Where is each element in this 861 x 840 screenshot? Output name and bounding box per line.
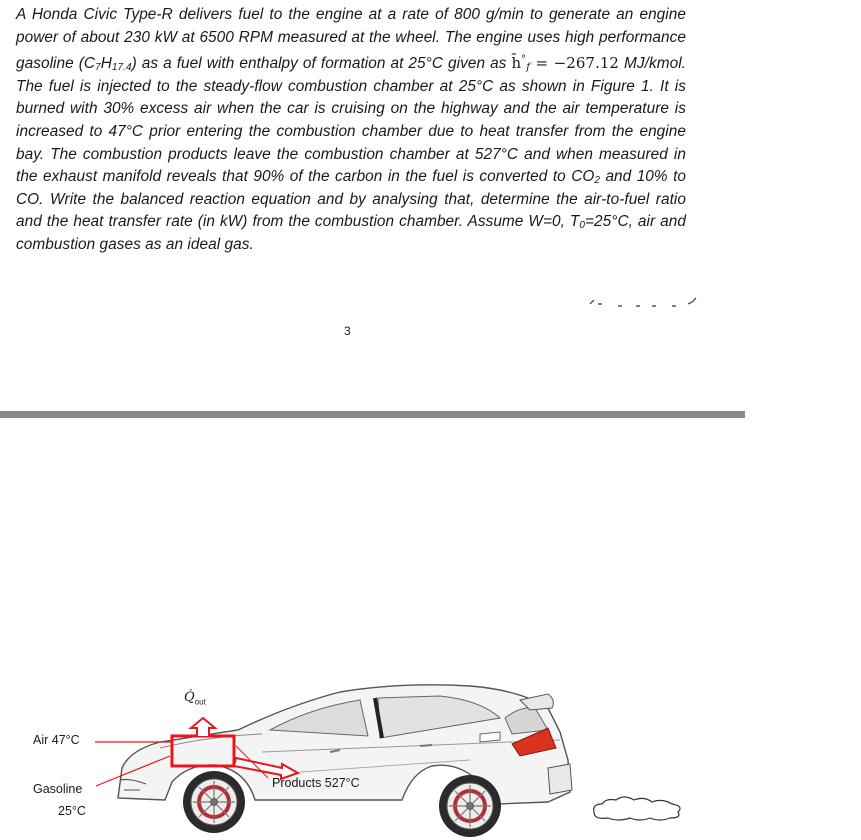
car-illustration	[0, 660, 861, 840]
page-separator	[0, 411, 745, 418]
rear-wheel	[439, 775, 501, 837]
air-inlet-label: Air 47°C	[33, 733, 80, 747]
products-outlet-label: Products 527°C	[272, 776, 360, 790]
problem-statement: A Honda Civic Type-R delivers fuel to the engine at a rate of 800 g/min to generate an engine power of about 230 kW at 6500 RPM measured at the wheel. The engine uses high performance gasoline $(C_7H_{17.4})$ as a fuel with enthalpy of formation at 25°C given as $h̄^\circ_f = -267.12$ MJ/kmol. The fuel is injected to the steady-flow combustion chamber at 25°C as shown in Figure 1. It is burned with 30% excess air when the car is cruising on the highway and the air temperature is increased to 47°C prior entering the combustion chamber due to heat transfer from the engine bay. The combustion products leave the combustion chamber at 527°C and when measured in the exhaust manifold reveals that 90% of the carbon in the fuel is converted to $CO_2$ and 10% to CO. Write the balanced reaction equation and by analysing that, determine the air-to-fuel ratio and the heat transfer rate (in kW) from the combustion chamber. Assume W=0, $T_0=25^\circ C$, air and combustion gases as an ideal gas.	[16, 6, 687, 253]
gasoline-temp-label: 25°C	[58, 804, 86, 818]
heat-out-arrow-icon	[191, 718, 215, 736]
gasoline-inlet-label: Gasoline	[33, 782, 83, 796]
scan-artifact	[588, 296, 708, 310]
figure-1	[0, 660, 861, 840]
heat-out-label: $Q̇_{out}$	[184, 690, 206, 707]
enthalpy-of-formation-symbol: $h̄^\circ_f = -267.12$	[511, 54, 620, 74]
front-wheel	[183, 771, 245, 833]
exhaust-cloud-icon	[594, 797, 680, 820]
page-number: 3	[344, 324, 351, 338]
